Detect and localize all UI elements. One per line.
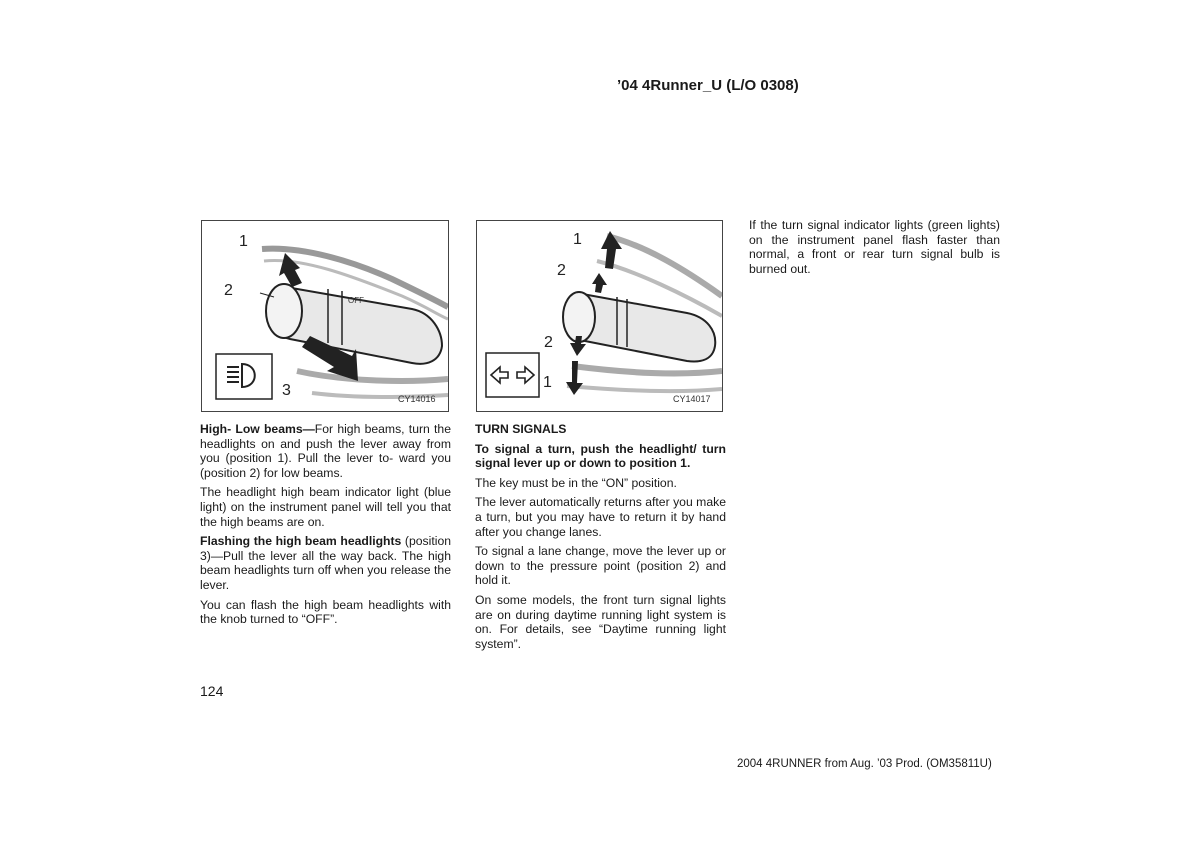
paragraph-flashing (200, 534, 451, 592)
running-header: ’04 4Runner_U (L/O 0308) (617, 77, 799, 94)
paragraph-high-low-beams (200, 422, 451, 480)
paragraph-indicator-fast: If the turn signal indicator lights (green lights) on the instrument panel flash faster than normal, a front or rear turn signal bulb is burned out. (749, 218, 1000, 276)
lead-instruction: To signal a turn, push the headlight/ turn signal lever up or down to position 1. (475, 441, 726, 471)
position-label-3: 3 (282, 382, 291, 399)
figure-code: CY14017 (673, 394, 711, 404)
column-3 (749, 218, 1000, 281)
paragraph-flash-off: You can flash the high beam headlights with the knob turned to “OFF”. (200, 597, 451, 627)
paragraph-indicator: The headlight high beam indicator light (blue light) on the instrument panel will tell you that the high beams are on. (200, 485, 451, 529)
paragraph-lane-change: To signal a lane change, move the lever up or down to the pressure point (position 2) and hold it. (475, 544, 726, 588)
lever-illustration-1 (202, 221, 448, 411)
paragraph-lever-returns: The lever automatically returns after you make a turn, but you may have to return it by hand after you change lanes. (475, 495, 726, 539)
text-flashing: (position 3)—Pull the lever all the way back. The high beam headlights turn off when you release the lever. (200, 534, 452, 592)
text-high-low-beams: For high beams, turn the headlights on and push the lever away from you (position 1). Pull the lever to- ward you (position 2) for low beams. (200, 422, 451, 480)
column-1 (200, 422, 451, 632)
position-label-2: 2 (224, 282, 233, 299)
figure-high-low-beams (201, 220, 449, 412)
figure-turn-signals (476, 220, 723, 412)
paragraph-daytime: On some models, the front turn signal lights are on during daytime running light system is on. For details, see “Daytime running light system”. (475, 592, 726, 651)
column-2 (475, 422, 726, 656)
figure-code: CY14016 (398, 394, 436, 404)
term-high-low-beams: High- Low beams— (200, 422, 315, 436)
page-number: 124 (200, 683, 224, 699)
section-heading-turn-signals: TURN SIGNALS (475, 422, 567, 436)
position-label-1-down: 1 (543, 374, 552, 391)
off-mark: OFF (348, 296, 364, 305)
position-label-1-up: 1 (573, 231, 582, 248)
position-label-2-down: 2 (544, 334, 553, 351)
paragraph-key: The key must be in the “ON” position. (475, 475, 677, 490)
running-footer: 2004 4RUNNER from Aug. ’03 Prod. (OM35811U) (737, 758, 992, 770)
lever-illustration-2 (477, 221, 722, 411)
position-label-1: 1 (239, 233, 248, 250)
position-label-2-up: 2 (557, 262, 566, 279)
term-flashing: Flashing the high beam headlights (200, 534, 402, 549)
